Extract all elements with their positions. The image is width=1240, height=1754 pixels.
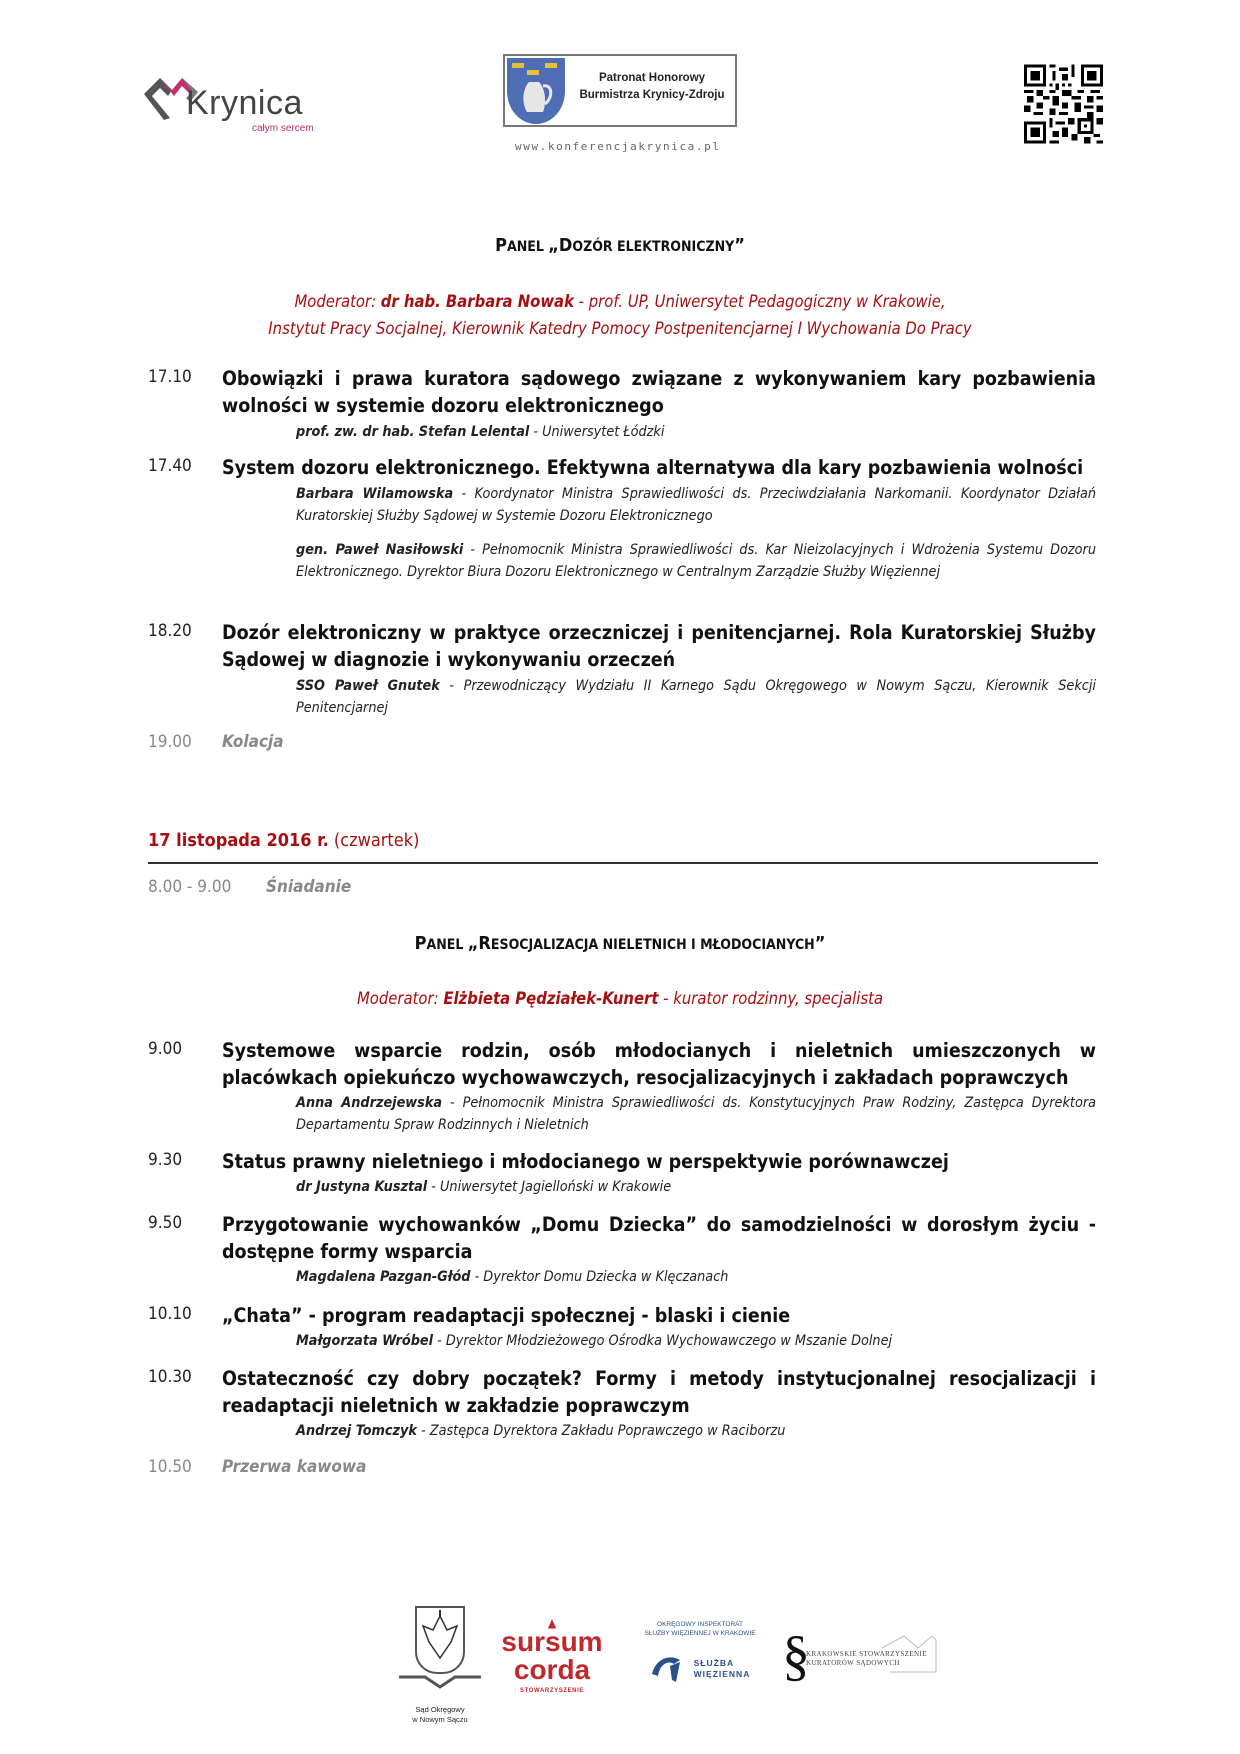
- agenda-time: 10.30: [148, 1367, 192, 1387]
- patronage-line-1: Patronat Honorowy: [598, 72, 706, 84]
- krynica-logo: [142, 68, 322, 138]
- sursum-corda-logo: ▲ sursum corda STOWARZYSZENIE: [497, 1618, 607, 1694]
- break-label: Śniadanie: [266, 877, 352, 897]
- paragraph-icon: §: [782, 1625, 810, 1687]
- panel-title-dozor: PANEL „DOZÓR ELEKTRONICZNY”: [495, 235, 745, 256]
- speaker: Małgorzata Wróbel - Dyrektor Młodzieżowego Ośrodka Wychowawczego w Mszanie Dolnej: [296, 1333, 893, 1349]
- patronage-line-2: Burmistrza Krynicy-Zdroju: [579, 89, 725, 101]
- qr-code-icon[interactable]: [1024, 64, 1103, 144]
- day-weekday: (czwartek): [328, 830, 420, 851]
- sluzba-wiezienna-emblem-icon: [650, 1652, 690, 1686]
- agenda-time: 9.00: [148, 1039, 183, 1059]
- break-time: 8.00 - 9.00: [148, 877, 232, 897]
- break-time: 10.50: [148, 1457, 192, 1477]
- agenda-time: 17.10: [148, 367, 192, 387]
- krynica-tagline: całym sercem: [252, 123, 314, 134]
- moderator-panel1: Moderator: dr hab. Barbara Nowak - prof. UP, Uniwersytet Pedagogiczny w Krakowie, Instytut Pracy Socjalnej, Kierownik Katedry Pomocy Postpenitencjarnej I Wychowania Do Pracy: [268, 292, 972, 338]
- sluzba-wiezienna-logo: OKRĘGOWY INSPEKTORAT SŁUŻBY WIĘZIENNEJ W KRAKOWIE SŁUŻBA WIĘZIENNA: [630, 1620, 770, 1686]
- agenda-time: 10.10: [148, 1304, 192, 1324]
- agenda-title: Przygotowanie wychowanków „Domu Dziecka” do samodzielności w dorosłym życiu - dostępne formy wsparcia: [222, 1213, 1096, 1263]
- panel-title-resocjalizacja: PANEL „RESOCJALIZACJA NIELETNICH I MŁODOCIANYCH”: [414, 933, 826, 954]
- coat-of-arms-icon: [507, 58, 565, 124]
- agenda-title: Status prawny nieletniego i młodocianego w perspektywie porównawczej: [222, 1150, 949, 1173]
- speaker: Barbara Wilamowska - Koordynator Ministra Sprawiedliwości ds. Przeciwdziałania Narkomanii. Koordynator Działań Kuratorskiej Służby Sądowej w Systemie Dozoru Elektronicznego: [296, 486, 1096, 524]
- speaker: prof. zw. dr hab. Stefan Lelental - Uniwersytet Łódzki: [296, 424, 665, 440]
- agenda-time: 9.50: [148, 1213, 183, 1233]
- agenda-title: Dozór elektroniczny w praktyce orzeczniczej i penitencjarnej. Rola Kuratorskiej Służby Sądowej w diagnozie i wykonywaniu orzeczeń: [222, 621, 1096, 671]
- caret-icon: ▲: [547, 1616, 557, 1630]
- agenda-time: 17.40: [148, 456, 192, 476]
- day-date: 17 listopada 2016 r.: [148, 830, 329, 851]
- moderator-name: dr hab. Barbara Nowak: [380, 292, 574, 311]
- break-label: Przerwa kawowa: [222, 1457, 367, 1477]
- sad-okregowy-logo: Sąd Okręgowy w Nowym Sączu: [395, 1606, 485, 1714]
- agenda-time: 9.30: [148, 1150, 183, 1170]
- speaker: gen. Paweł Nasiłowski - Pełnomocnik Ministra Sprawiedliwości ds. Kar Nieizolacyjnych i Wdrożenia Systemu Dozoru Elektronicznego. Dyrektor Biura Dozoru Elektronicznego w Centralnym Zarządzie Służby Więziennej: [296, 542, 1096, 580]
- moderator-panel2: Moderator: Elżbieta Pędziałek-Kunert - kurator rodzinny, specjalista: [356, 989, 884, 1008]
- break-label: Kolacja: [222, 732, 284, 752]
- agenda-title: Obowiązki i prawa kuratora sądowego związane z wykonywaniem kary pozbawienia wolności w systemie dozoru elektronicznego: [222, 367, 1096, 417]
- mountain-outline-icon: [882, 1634, 938, 1674]
- day-header: [148, 830, 1098, 864]
- agenda-title: Ostateczność czy dobry początek? Formy i metody instytucjonalnej resocjalizacji i readaptacji nieletnich w zakładzie poprawczym: [222, 1367, 1096, 1417]
- speaker: Anna Andrzejewska - Pełnomocnik Ministra Sprawiedliwości ds. Konstytucyjnych Praw Rodziny, Zastępca Dyrektora Departamentu Spraw Rodzinnych i Nieletnich: [296, 1095, 1096, 1133]
- bridge-emblem-icon: [395, 1675, 485, 1689]
- website-link[interactable]: www.konferencjakrynica.pl: [515, 140, 721, 153]
- krynica-wordmark: Krynica: [186, 84, 303, 122]
- agenda-time: 18.20: [148, 621, 192, 641]
- patronage-badge: [503, 54, 737, 127]
- moderator-name: Elżbieta Pędziałek-Kunert: [443, 989, 659, 1008]
- agenda-title: „Chata” - program readaptacji społecznej - blaski i cienie: [222, 1304, 791, 1327]
- speaker: Andrzej Tomczyk - Zastępca Dyrektora Zakładu Poprawczego w Raciborzu: [296, 1423, 786, 1439]
- speaker: SSO Paweł Gnutek - Przewodniczący Wydziału II Karnego Sądu Okręgowego w Nowym Sączu, Kierownik Sekcji Penitencjarnej: [296, 678, 1096, 716]
- speaker: dr Justyna Kusztal - Uniwersytet Jagielloński w Krakowie: [296, 1179, 672, 1195]
- agenda-title: System dozoru elektronicznego. Efektywna alternatywa dla kary pozbawienia wolności: [222, 456, 1084, 479]
- eagle-emblem-icon: [415, 1606, 465, 1674]
- speaker: Magdalena Pazgan-Głód - Dyrektor Domu Dziecka w Klęczanach: [296, 1269, 729, 1285]
- krakowskie-stowarzyszenie-logo: § KRAKOWSKIE STOWARZYSZENIE KURATORÓW SĄDOWYCH: [782, 1626, 942, 1696]
- agenda-title: Systemowe wsparcie rodzin, osób młodocianych i nieletnich umieszczonych w placówkach opiekuńczo wychowawczych, resocjalizacyjnych i zakładach poprawczych: [222, 1039, 1096, 1089]
- break-time: 19.00: [148, 732, 192, 752]
